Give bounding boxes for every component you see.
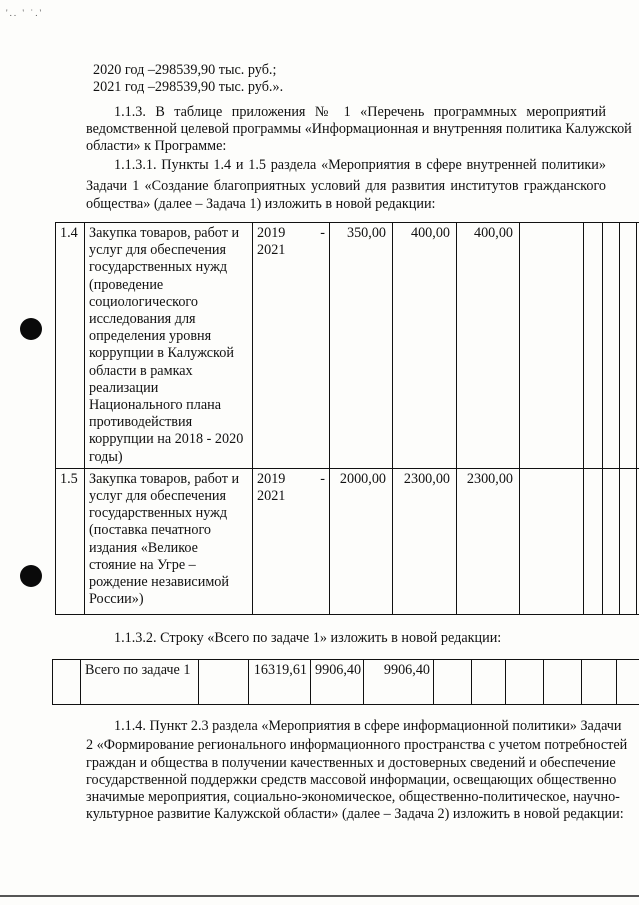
empty-cell (199, 660, 249, 705)
p114-line-1: 1.1.4. Пункт 2.3 раздела «Мероприятия в сфере информационной политики» Задачи (114, 718, 622, 734)
empty-cell (584, 223, 603, 469)
activity-name: Закупка товаров, работ и услуг для обеспечения государственных нужд (поставка печатного издания «Великое стояние на Угре – рождение независимой России») (85, 468, 253, 614)
empty-cell (472, 660, 506, 705)
punch-hole (20, 565, 42, 587)
table-row (56, 468, 639, 614)
empty-cell (582, 660, 617, 705)
period: 2019 - 2021 (253, 223, 330, 469)
budget-2021: 2021 год –298539,90 тыс. руб.». (93, 79, 284, 95)
empty-cell (620, 223, 637, 469)
empty-cell (506, 660, 544, 705)
period: 2019 - 2021 (253, 468, 330, 614)
scan-edge (0, 895, 639, 897)
empty-cell (584, 468, 603, 614)
p114-line-6: культурное развитие Калужской области» (далее – Задача 2) изложить в новой редакции: (86, 806, 624, 822)
cost-2021: 2300,00 (457, 468, 520, 614)
empty-cell (544, 660, 582, 705)
empty-cell (603, 223, 620, 469)
cost-2020: 2300,00 (393, 468, 457, 614)
empty-cell (53, 660, 81, 705)
empty-cell (617, 660, 639, 705)
p1131-line-3: общества» (далее – Задача 1) изложить в новой редакции: (86, 196, 436, 212)
empty-cell (434, 660, 472, 705)
table-row (53, 660, 639, 705)
activities-table (55, 222, 639, 615)
punch-hole (20, 318, 42, 340)
cost-2021: 9906,40 (364, 660, 434, 705)
p1132: 1.1.3.2. Строку «Всего по задаче 1» изложить в новой редакции: (114, 630, 502, 646)
cost-2021: 400,00 (457, 223, 520, 469)
total-cost: 16319,61 (249, 660, 311, 705)
activity-name: Закупка товаров, работ и услуг для обеспечения государственных нужд (проведение социологического исследования для определения уровня коррупции в Калужской области в рамках реализации Национального плана противодействия коррупции на 2018 - 2020 годы) (85, 223, 253, 469)
p114-line-3: граждан и общества в получении качественных и достоверных сведений и обеспечение (86, 755, 616, 771)
table-row (56, 223, 639, 469)
row-number: 1.5 (56, 468, 85, 614)
empty-cell (620, 468, 637, 614)
total-label: Всего по задаче 1 (81, 660, 199, 705)
total-cost: 350,00 (330, 223, 393, 469)
p114-line-2: 2 «Формирование регионального информационного пространства с учетом потребностей (86, 737, 628, 753)
total-table (52, 659, 639, 705)
p113-line-1: 1.1.3. В таблице приложения № 1 «Перечень программных мероприятий (114, 104, 606, 120)
empty-cell (520, 223, 584, 469)
total-cost: 2000,00 (330, 468, 393, 614)
p113-line-3: области» к Программе: (86, 138, 227, 154)
budget-2020: 2020 год –298539,90 тыс. руб.; (93, 62, 277, 78)
p113-line-2: ведомственной целевой программы «Информационная и внутренняя политика Калужской (86, 121, 632, 137)
cost-2020: 400,00 (393, 223, 457, 469)
p114-line-5: значимые мероприятия, социально-экономическое, общественно-политическое, научно- (86, 789, 620, 805)
empty-cell (603, 468, 620, 614)
cost-2020: 9906,40 (311, 660, 364, 705)
empty-cell (520, 468, 584, 614)
scan-mark: '.. ' ˙.' (6, 8, 44, 18)
p114-line-4: государственной поддержки средств массовой информации, освещающих общественно (86, 772, 617, 788)
p1131-line-2: Задачи 1 «Создание благоприятных условий для развития институтов гражданского (86, 178, 606, 194)
row-number: 1.4 (56, 223, 85, 469)
p1131-line-1: 1.1.3.1. Пункты 1.4 и 1.5 раздела «Мероприятия в сфере внутренней политики» (114, 157, 606, 173)
